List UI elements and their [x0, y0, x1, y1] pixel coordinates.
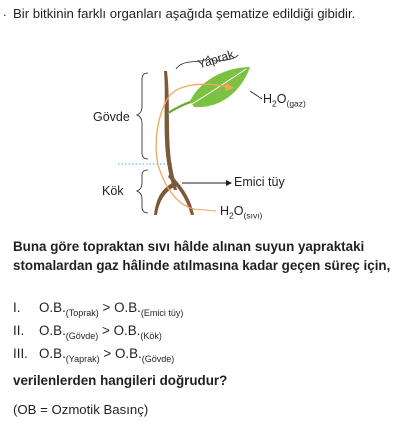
- liquid-arrow: [194, 209, 216, 211]
- option-2-left: O.B.: [39, 323, 66, 338]
- root-brace: [137, 170, 148, 213]
- water-gas-state: (gaz): [286, 98, 306, 109]
- question-bullet: .: [3, 4, 7, 19]
- option-1-right-sub: (Emici tüy): [140, 308, 184, 318]
- leaf-label: Yaprak: [196, 47, 236, 72]
- option-1-left-sub: (Toprak): [65, 308, 99, 318]
- root-hair-label: Emici tüy: [234, 175, 285, 189]
- stem-label: Gövde: [93, 110, 130, 124]
- option-3-number: III.: [13, 346, 28, 361]
- stem-brace: [137, 73, 148, 159]
- option-3-left-sub: (Yaprak): [65, 354, 100, 364]
- water-gas-label: [263, 92, 306, 109]
- root-hair-arrow-head: [226, 180, 232, 186]
- option-2-operator: >: [102, 323, 110, 338]
- water-gas-sub1: 2: [272, 98, 277, 109]
- option-2-right: O.B.: [113, 323, 141, 338]
- water-liquid-sub1: 2: [229, 210, 234, 221]
- gas-arrow: [250, 91, 262, 99]
- option-2-number: II.: [13, 323, 25, 338]
- option-2: [13, 323, 162, 341]
- option-3-operator: >: [103, 346, 112, 361]
- option-3-right: O.B.: [114, 346, 142, 361]
- option-3-left: O.B.: [39, 346, 66, 361]
- root-label: Kök: [102, 184, 124, 198]
- option-1: [13, 300, 183, 318]
- water-liquid-h: H: [220, 204, 230, 218]
- water-liquid-o: O: [233, 204, 244, 218]
- option-1-right: O.B.: [114, 300, 141, 315]
- water-liquid-label: [220, 204, 262, 221]
- question-stem: Buna göre topraktan sıvı hâlde alınan suyun yapraktaki stomalardan gaz hâlinde atılmasına kadar geçen süreç için,: [13, 239, 391, 273]
- option-2-left-sub: (Gövde): [65, 331, 99, 341]
- question-note: (OB = Ozmotik Basınç): [13, 402, 149, 417]
- option-3: [13, 346, 174, 364]
- option-3-right-sub: (Gövde): [141, 354, 175, 364]
- water-gas-h: H: [263, 92, 273, 106]
- water-gas-o: O: [276, 92, 287, 106]
- plant-diagram: [90, 55, 320, 225]
- water-liquid-state: (sıvı): [243, 210, 263, 221]
- question-intro: Bir bitkinin farklı organları aşağıda şematize edildiği gibidir.: [13, 6, 356, 21]
- option-1-left: O.B.: [39, 300, 66, 315]
- option-1-operator: >: [102, 300, 111, 315]
- option-1-number: I.: [13, 300, 21, 315]
- plant-root-branch: [154, 183, 174, 215]
- leaf-petiole: [168, 101, 194, 113]
- question-prompt: verilenlerden hangileri doğrudur?: [13, 373, 228, 388]
- plant-stem: [164, 71, 177, 190]
- leaf: [190, 67, 250, 107]
- option-2-right-sub: (Kök): [140, 331, 162, 341]
